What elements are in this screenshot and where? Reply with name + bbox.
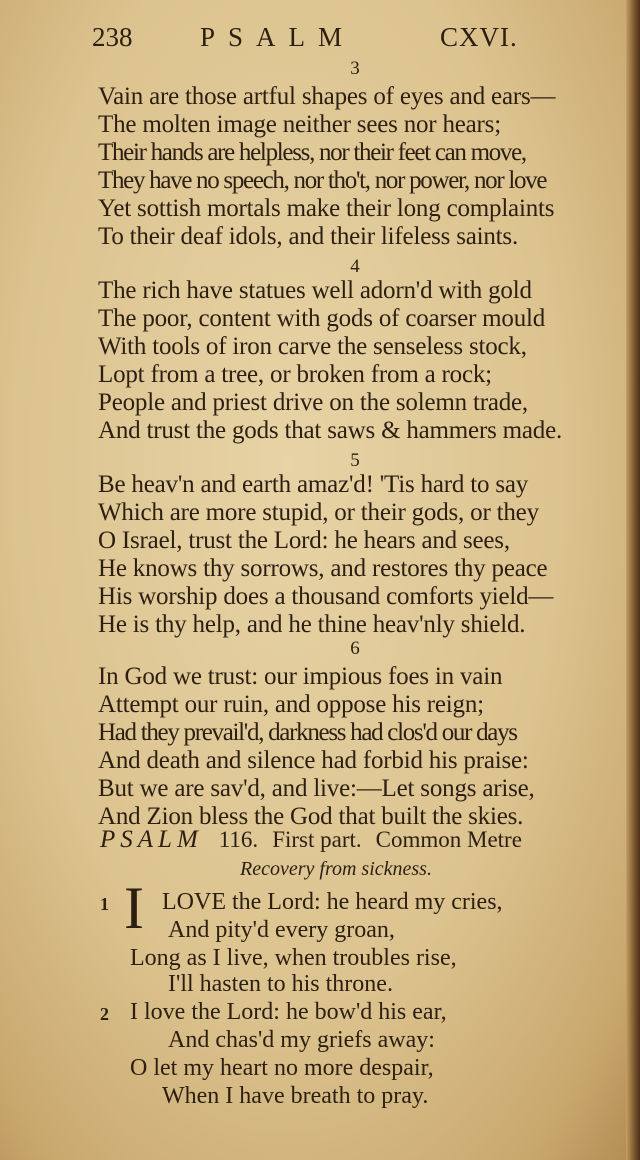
verse-line: People and priest drive on the solemn trade, (98, 389, 528, 416)
running-header (0, 22, 640, 58)
verse-number: 2 (100, 1004, 109, 1024)
psalm-metre: Common Metre (375, 827, 522, 852)
stanza-number: 3 (350, 58, 360, 79)
verse-line: O Israel, trust the Lord: he hears and sees, (98, 527, 510, 554)
drop-cap: I (124, 875, 144, 941)
psalm-subtitle: Recovery from sickness. (240, 858, 432, 880)
verse-line: He knows thy sorrows, and restores thy peace (98, 555, 548, 582)
verse-line: Which are more stupid, or their gods, or they (98, 499, 539, 526)
psalm-number: 116. (218, 827, 259, 852)
verse-line: Had they prevail'd, darkness had clos'd our days (98, 719, 517, 746)
hymn-line: When I have breath to pray. (162, 1083, 429, 1109)
verse-line: Attempt our ruin, and oppose his reign; (98, 691, 484, 718)
psalm-title: PSALM (100, 826, 203, 853)
verse-line: And trust the gods that saws & hammers made. (98, 417, 563, 444)
psalm-heading (100, 826, 640, 854)
verse-line: And Zion bless the God that built the skies. (98, 803, 524, 830)
stanza-number: 5 (350, 450, 360, 471)
page-number: 238 (92, 22, 133, 52)
verse-line: Their hands are helpless, nor their feet can move, (98, 139, 526, 166)
hymn-line: LOVE the Lord: he heard my cries, (162, 889, 503, 915)
verse-line: To their deaf idols, and their lifeless saints. (98, 223, 518, 250)
verse-line: He is thy help, and he thine heav'nly shield. (98, 611, 526, 638)
verse-line: The poor, content with gods of coarser mould (98, 305, 546, 332)
verse-line: His worship does a thousand comforts yield— (98, 583, 554, 610)
hymn-line: I love the Lord: he bow'd his ear, (130, 999, 447, 1025)
psalm-part: First part. (272, 827, 362, 852)
verse-line: Lopt from a tree, or broken from a rock; (98, 361, 492, 388)
verse-line: Be heav'n and earth amaz'd! 'Tis hard to say (98, 471, 529, 498)
chapter-number: CXVI. (440, 22, 518, 52)
verse-line: In God we trust: our impious foes in vain (98, 663, 503, 690)
verse-line: The molten image neither sees nor hears; (98, 111, 501, 138)
verse-number: 1 (100, 894, 109, 914)
hymn-line: Long as I live, when troubles rise, (130, 945, 457, 971)
verse-line: And death and silence had forbid his praise: (98, 747, 529, 774)
verse-line: Vain are those artful shapes of eyes and ears— (98, 83, 556, 110)
verse-line: But we are sav'd, and live:—Let songs arise, (98, 775, 535, 802)
verse-line: With tools of iron carve the senseless stock, (98, 333, 527, 360)
hymn-line: O let my heart no more despair, (130, 1055, 434, 1081)
hymn-line: I'll hasten to his throne. (168, 971, 393, 997)
verse-line: The rich have statues well adorn'd with gold (98, 277, 532, 304)
stanza-number: 6 (350, 638, 360, 659)
verse-line: They have no speech, nor tho't, nor power, nor love (98, 167, 547, 194)
stanza-number: 4 (350, 256, 360, 277)
hymn-line: And chas'd my griefs away: (168, 1027, 435, 1053)
running-title: PSALM (200, 22, 356, 52)
hymn-line: And pity'd every groan, (168, 917, 395, 943)
verse-line: Yet sottish mortals make their long complaints (98, 195, 555, 222)
